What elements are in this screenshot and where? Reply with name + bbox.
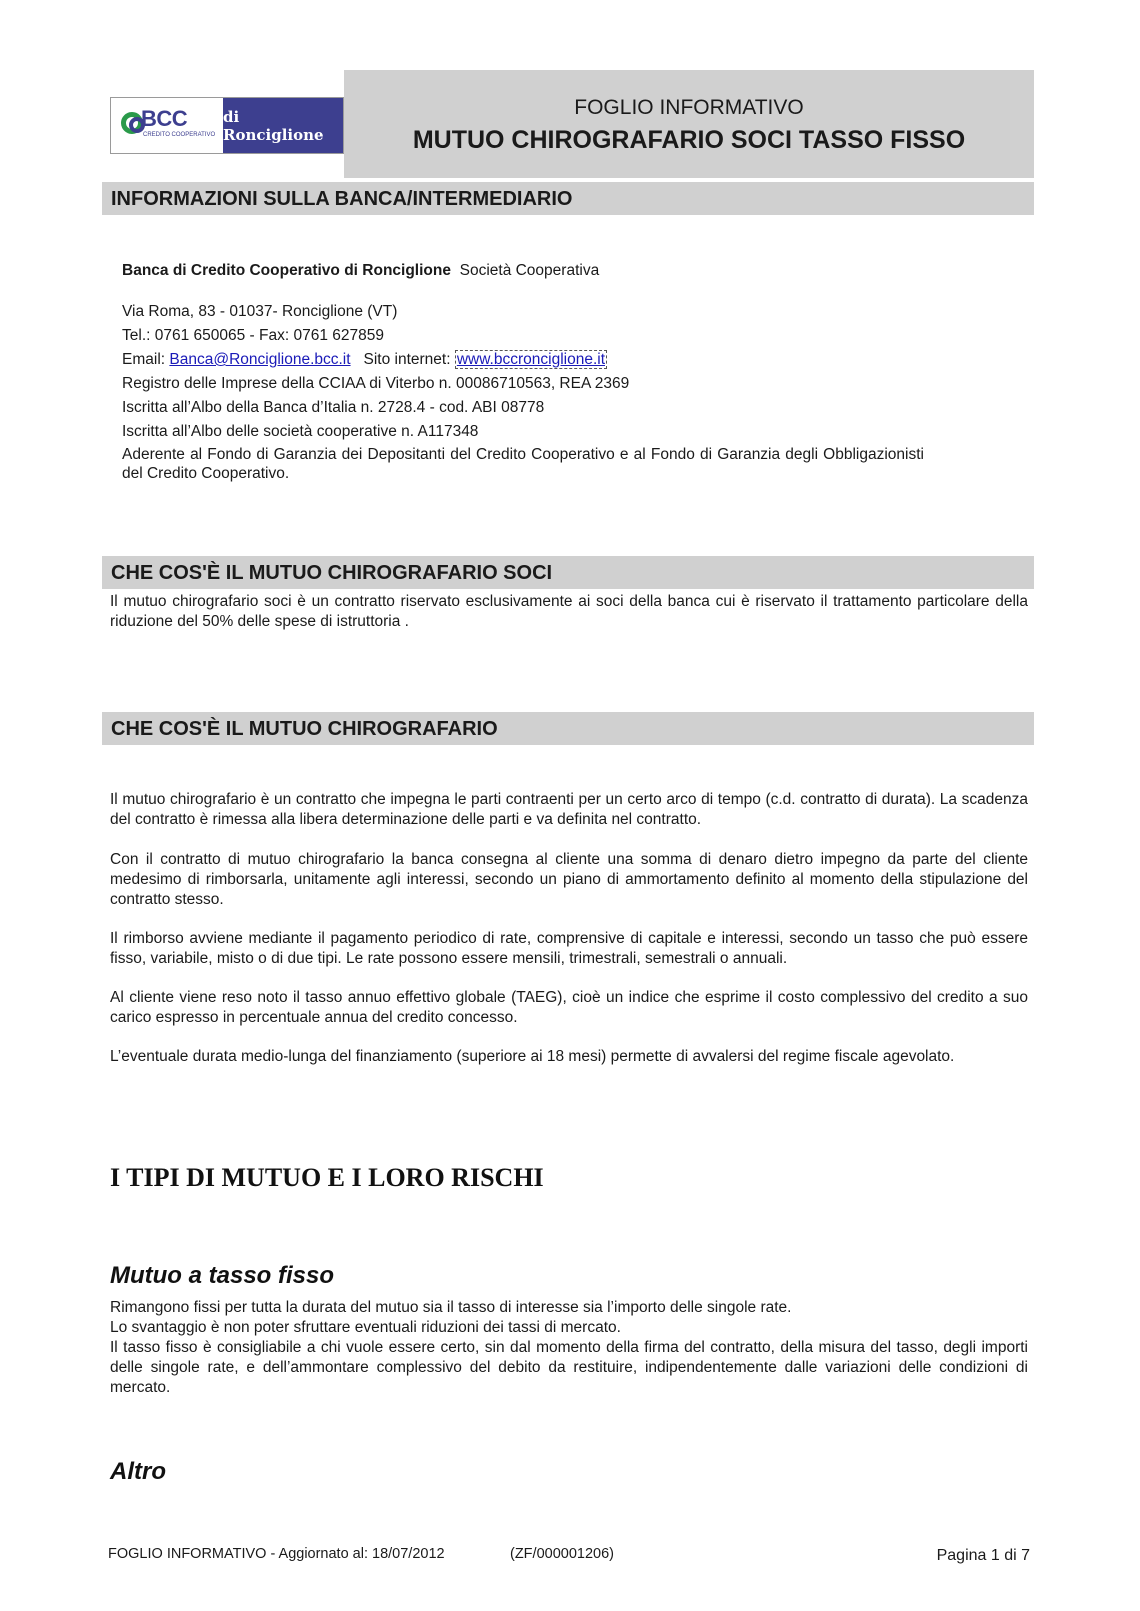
logo-brand: BCC — [141, 106, 188, 131]
subheading-tasso-fisso: Mutuo a tasso fisso — [110, 1262, 335, 1289]
bank-albo-coop: Iscritta all’Albo delle società cooperative n. A117348 — [122, 423, 479, 440]
section-heading-mutuo: CHE COS'È IL MUTUO CHIROGRAFARIO — [102, 712, 1034, 745]
logo-brand-sub: CREDITO COOPERATIVO — [143, 132, 216, 138]
mutuo-paragraph-4: Al cliente viene reso noto il tasso annuo effettivo globale (TAEG), cioè un indice che esprime il costo complessivo del credito a suo carico espresso in percentuale annua del credito concesso. — [110, 989, 1028, 1026]
logo-name: di Ronciglione — [223, 98, 343, 153]
document-title-box — [344, 70, 1034, 178]
bank-registry: Registro delle Imprese della CCIAA di Viterbo n. 00086710563, REA 2369 — [122, 375, 630, 392]
document-type: FOGLIO INFORMATIVO — [574, 96, 804, 119]
email-label: Email: — [122, 351, 166, 368]
section-heading-tipi: I TIPI DI MUTUO E I LORO RISCHI — [110, 1163, 544, 1192]
bank-logo — [110, 97, 344, 154]
bank-name-rest: Società Cooperativa — [459, 262, 600, 279]
tasso-fisso-line-2: Lo svantaggio è non poter sfruttare eventuali riduzioni dei tassi di mercato. — [110, 1319, 621, 1336]
page-number: Pagina 1 di 7 — [936, 1547, 1030, 1564]
mutuo-paragraph-5: L’eventuale durata medio-lunga del finanziamento (superiore ai 18 mesi) permette di avvalersi del regime fiscale agevolato. — [110, 1048, 955, 1065]
mutuo-paragraph-1: Il mutuo chirografario è un contratto che impegna le parti contraenti per un certo arco di tempo (c.d. contratto di durata). La scadenza del contratto è rimessa alla libera determinazione delle parti e va definita nel contratto. — [110, 791, 1028, 828]
website-link[interactable]: www.bccronciglione.it — [456, 351, 606, 368]
footer-code: (ZF/000001206) — [510, 1546, 614, 1562]
section-heading-bank-info: INFORMAZIONI SULLA BANCA/INTERMEDIARIO — [102, 182, 1034, 215]
bank-contacts — [122, 351, 607, 369]
mutuo-paragraph-2: Con il contratto di mutuo chirografario la banca consegna al cliente una somma di denaro dietro impegno da parte del cliente medesimo di rimborsarla, unitamente agli interessi, secondo un piano di ammortamento definito al momento della stipulazione del contratto stesso. — [110, 851, 1028, 908]
bank-name-bold: Banca di Credito Cooperativo di Ronciglione — [122, 262, 451, 279]
mutuo-paragraph-3: Il rimborso avviene mediante il pagamento periodico di rate, comprensive di capitale e interessi, secondo un tasso che può essere fisso, variabile, misto o di due tipi. Le rate possono essere mensili, trimestrali, semestrali o annuali. — [110, 930, 1028, 967]
document-title: MUTUO CHIROGRAFARIO SOCI TASSO FISSO — [412, 126, 966, 154]
bank-fondo: Aderente al Fondo di Garanzia dei Depositanti del Credito Cooperativo e al Fondo di Garanzia degli Obbligazionisti del Credito Cooperativo. — [122, 446, 924, 482]
logo-bcc-mark — [111, 98, 223, 153]
footer-updated: FOGLIO INFORMATIVO - Aggiornato al: 18/07/2012 — [108, 1546, 445, 1562]
bank-phone: Tel.: 0761 650065 - Fax: 0761 627859 — [122, 327, 384, 344]
tasso-fisso-line-1: Rimangono fissi per tutta la durata del mutuo sia il tasso di interesse sia l’importo delle singole rate. — [110, 1299, 792, 1316]
site-label: Sito internet: — [363, 351, 451, 368]
bank-address: Via Roma, 83 - 01037- Ronciglione (VT) — [122, 303, 398, 320]
subheading-altro: Altro — [110, 1458, 166, 1485]
soci-text: Il mutuo chirografario soci è un contratto riservato esclusivamente ai soci della banca cui è riservato il trattamento particolare della riduzione del 50% delle spese di istruttoria . — [110, 593, 1028, 630]
bank-albo-banca: Iscritta all’Albo della Banca d’Italia n. 2728.4 - cod. ABI 08778 — [122, 399, 545, 416]
bank-name — [122, 262, 599, 280]
section-heading-soci: CHE COS'È IL MUTUO CHIROGRAFARIO SOCI — [102, 556, 1034, 589]
tasso-fisso-line-3: Il tasso fisso è consigliabile a chi vuole essere certo, sin dal momento della firma del contratto, della misura del tasso, degli importi delle singole rate, e dell’ammontare complessivo del debito da restituire, indipendentemente dalle variazioni delle condizioni di mercato. — [110, 1339, 1028, 1396]
email-link[interactable]: Banca@Ronciglione.bcc.it — [169, 351, 351, 368]
